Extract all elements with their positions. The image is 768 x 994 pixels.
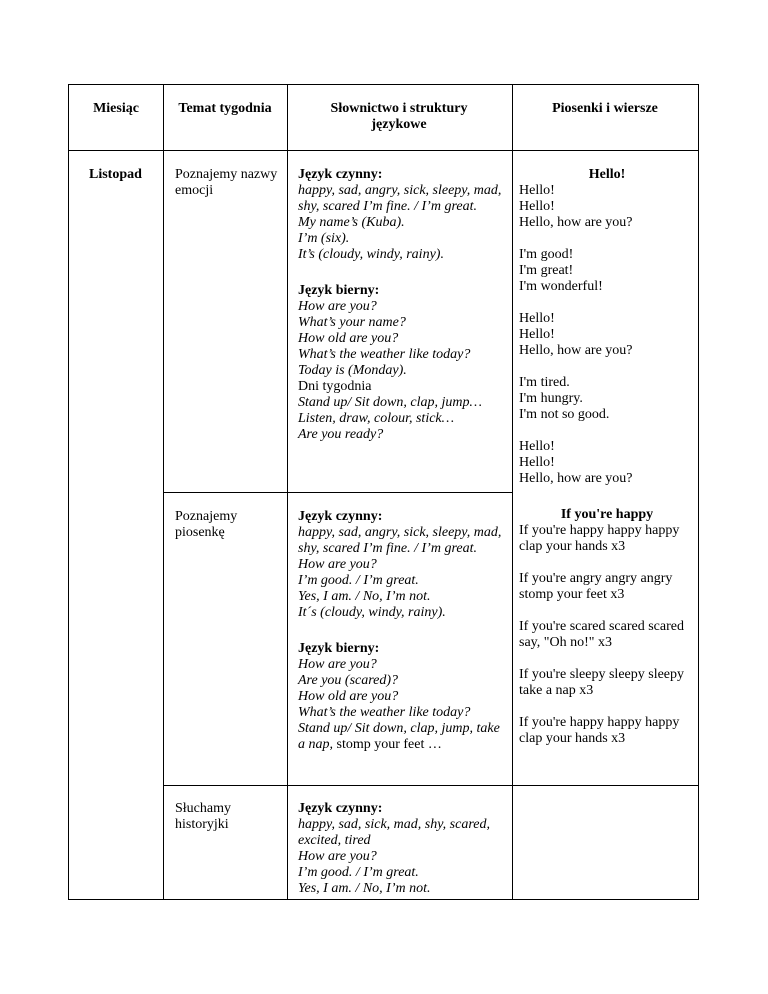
header-topic: Temat tygodnia [178,101,272,116]
row1-active-title: Język czynny: [298,167,383,182]
header-divider [69,150,698,151]
row3-topic: Słuchamy historyjki [175,801,231,832]
row1-passive-title: Język bierny: [298,283,380,298]
header-vocab: Słownictwo i struktury językowe [330,101,468,132]
row2-passive-last [298,657,500,752]
row-divider [163,785,698,786]
song2-verse: If you're happy happy happy clap your hands x3 [519,715,680,746]
song2-verse: If you're scared scared scared say, "Oh no!" x3 [519,619,684,650]
row2-active-text: happy, sad, angry, sick, sleepy, mad, shy, scared I’m fine. / I’m great. How are you? I’m good. / I’m great. Yes, I am. / No, I’m not. It´s (cloudy, windy, rainy). [298,525,502,620]
row2-passive-plain: stomp your feet … [333,737,442,752]
row3-active-title: Język czynny: [298,801,383,816]
month-cell: Listopad [89,167,142,182]
header-month: Miesiąc [93,101,139,116]
song1-verse: Hello! Hello! Hello, how are you? [519,311,633,358]
row2-passive-title: Język bierny: [298,641,380,656]
song1-verse: Hello! Hello! Hello, how are you? [519,439,633,486]
row1-vocab [298,167,508,443]
song1-verse: I'm good! I'm great! I'm wonderful! [519,247,603,294]
col-divider [512,85,513,899]
song1-verse: Hello! Hello! Hello, how are you? [519,183,633,230]
header-songs: Piosenki i wiersze [552,101,658,116]
row2-active-title: Język czynny: [298,509,383,524]
row3-vocab [298,801,508,897]
row1-active-text: happy, sad, angry, sick, sleepy, mad, shy, scared I’m fine. / I’m great. My name’s (Kuba). I’m (six). It’s (cloudy, windy, rainy). [298,183,502,262]
row-divider [163,492,512,493]
row2-vocab [298,509,508,753]
song2-verse: If you're happy happy happy clap your hands x3 [519,523,680,554]
songs-cell [519,167,695,747]
row1-topic: Poznajemy nazwy emocji [175,167,278,198]
song1-title: Hello! [588,167,626,182]
row1-passive-text2: Stand up/ Sit down, clap, jump… Listen, draw, colour, stick… Are you ready? [298,395,482,442]
song1-verse: I'm tired. I'm hungry. I'm not so good. [519,375,610,422]
song2-verse: If you're angry angry angry stomp your feet x3 [519,571,673,602]
row1-passive-plain: Dni tygodnia [298,379,372,394]
curriculum-table [68,84,699,900]
row2-passive-text: How are you? Are you (scared)? How old are you? What’s the weather like today? Stand up/ Sit down, clap, jump, take a nap, [298,657,500,752]
row3-active-text: happy, sad, sick, mad, shy, scared, excited, tired How are you? I’m good. / I’m great. Yes, I am. / No, I’m not. [298,817,490,896]
song2-title: If you're happy [560,507,654,522]
row1-passive-text: How are you? What’s your name? How old are you? What’s the weather like today? Today is (Monday). [298,299,471,378]
row2-topic: Poznajemy piosenkę [175,509,238,540]
song2-verse: If you're sleepy sleepy sleepy take a nap x3 [519,667,685,698]
